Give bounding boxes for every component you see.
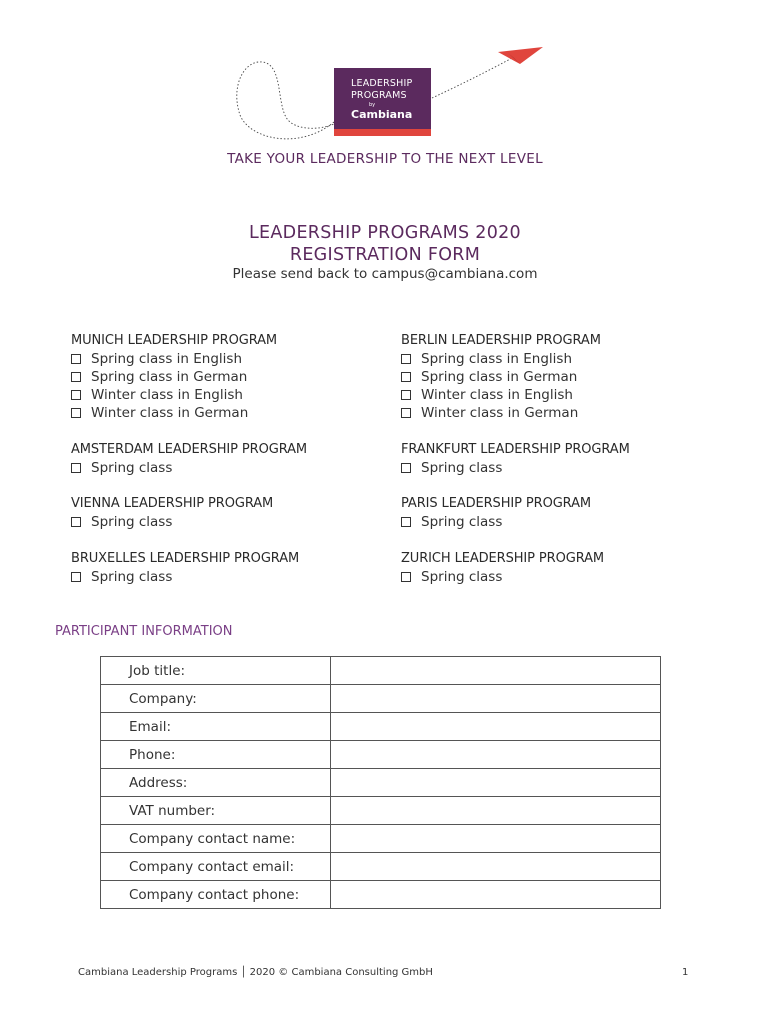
table-row: Job title: (101, 657, 661, 685)
company-field[interactable] (331, 685, 661, 713)
option-checkbox[interactable]: Spring class in German (71, 368, 391, 386)
option-checkbox[interactable]: Spring class in English (71, 350, 391, 368)
table-row: VAT number: (101, 797, 661, 825)
participant-table (100, 656, 661, 909)
page-number: 1 (682, 967, 689, 978)
contact-name-field[interactable] (331, 825, 661, 853)
option-checkbox[interactable]: Spring class (71, 513, 391, 531)
contact-email-field[interactable] (331, 853, 661, 881)
checkbox-icon[interactable] (401, 390, 411, 400)
checkbox-icon[interactable] (71, 572, 81, 582)
table-row: Email: (101, 713, 661, 741)
table-row: Company contact email: (101, 853, 661, 881)
checkbox-icon[interactable] (401, 572, 411, 582)
program-frankfurt: FRANKFURT LEADERSHIP PROGRAM Spring class (401, 441, 721, 477)
checkbox-icon[interactable] (71, 372, 81, 382)
option-checkbox[interactable]: Spring class (401, 459, 721, 477)
checkbox-icon[interactable] (401, 372, 411, 382)
option-checkbox[interactable]: Winter class in English (401, 386, 721, 404)
checkbox-icon[interactable] (71, 390, 81, 400)
program-bruxelles: BRUXELLES LEADERSHIP PROGRAM Spring class (71, 550, 391, 586)
option-checkbox[interactable]: Spring class (401, 513, 721, 531)
option-checkbox[interactable]: Spring class (71, 568, 391, 586)
participant-heading: PARTICIPANT INFORMATION (55, 624, 233, 639)
checkbox-icon[interactable] (401, 517, 411, 527)
contact-phone-field[interactable] (331, 881, 661, 909)
checkbox-icon[interactable] (401, 463, 411, 473)
page-header (0, 0, 770, 180)
checkbox-icon[interactable] (401, 354, 411, 364)
phone-field[interactable] (331, 741, 661, 769)
option-checkbox[interactable]: Winter class in English (71, 386, 391, 404)
checkbox-icon[interactable] (401, 408, 411, 418)
table-row: Address: (101, 769, 661, 797)
page-footer: Cambiana Leadership Programs │ 2020 © Cambiana Consulting GmbH (78, 967, 433, 978)
vat-number-field[interactable] (331, 797, 661, 825)
program-berlin: BERLIN LEADERSHIP PROGRAM Spring class in English Spring class in German Winter class in English Winter class in German (401, 332, 721, 422)
table-row: Phone: (101, 741, 661, 769)
program-paris: PARIS LEADERSHIP PROGRAM Spring class (401, 495, 721, 531)
option-checkbox[interactable]: Winter class in German (401, 404, 721, 422)
option-checkbox[interactable]: Spring class (71, 459, 391, 477)
option-checkbox[interactable]: Spring class (401, 568, 721, 586)
table-row: Company contact name: (101, 825, 661, 853)
option-checkbox[interactable]: Spring class in German (401, 368, 721, 386)
table-row: Company: (101, 685, 661, 713)
job-title-field[interactable] (331, 657, 661, 685)
address-field[interactable] (331, 769, 661, 797)
program-amsterdam: AMSTERDAM LEADERSHIP PROGRAM Spring class (71, 441, 391, 477)
option-checkbox[interactable]: Spring class in English (401, 350, 721, 368)
email-field[interactable] (331, 713, 661, 741)
tagline: TAKE YOUR LEADERSHIP TO THE NEXT LEVEL (227, 151, 543, 167)
table-row: Company contact phone: (101, 881, 661, 909)
checkbox-icon[interactable] (71, 408, 81, 418)
form-subtitle: Please send back to campus@cambiana.com (232, 266, 538, 282)
form-title: LEADERSHIP PROGRAMS 2020 REGISTRATION FORM (249, 223, 521, 265)
program-zurich: ZURICH LEADERSHIP PROGRAM Spring class (401, 550, 721, 586)
checkbox-icon[interactable] (71, 463, 81, 473)
option-checkbox[interactable]: Winter class in German (71, 404, 391, 422)
checkbox-icon[interactable] (71, 517, 81, 527)
checkbox-icon[interactable] (71, 354, 81, 364)
brand-logo: LEADERSHIP PROGRAMS by Cambiana (334, 68, 431, 136)
program-munich: MUNICH LEADERSHIP PROGRAM Spring class in English Spring class in German Winter class in English Winter class in German (71, 332, 391, 422)
program-vienna: VIENNA LEADERSHIP PROGRAM Spring class (71, 495, 391, 531)
